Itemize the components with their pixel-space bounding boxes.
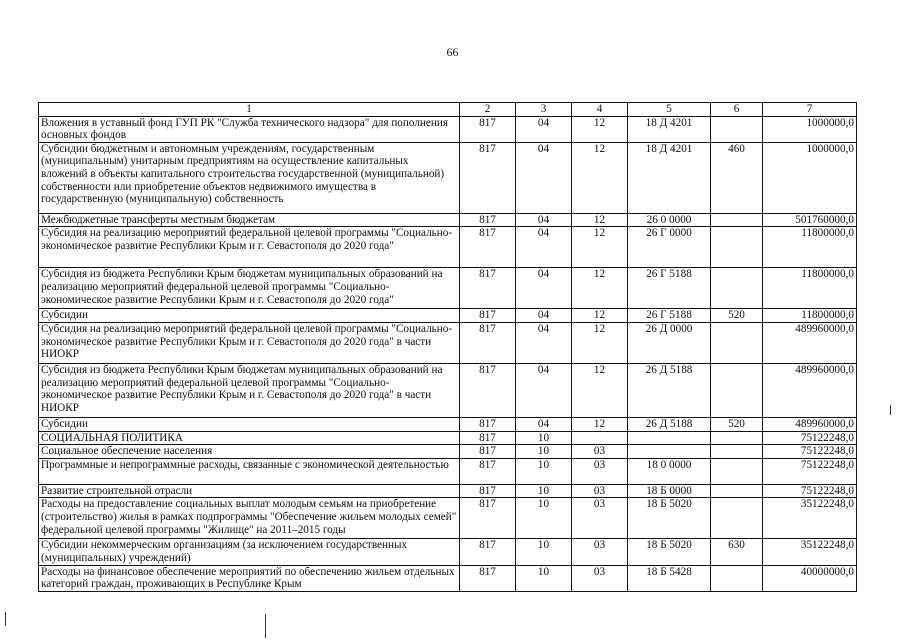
subsection-code-cell bbox=[572, 431, 628, 445]
amount-cell: 75122248,0 bbox=[763, 458, 857, 484]
amount-cell: 35122248,0 bbox=[763, 498, 857, 539]
amount-cell: 489960000,0 bbox=[763, 363, 857, 417]
target-article-cell: 26 Г 0000 bbox=[628, 227, 711, 268]
ministry-code-cell: 817 bbox=[460, 431, 516, 445]
amount-cell: 75122248,0 bbox=[763, 484, 857, 498]
section-code-cell: 04 bbox=[516, 116, 572, 142]
target-article-cell: 18 Д 4201 bbox=[628, 116, 711, 142]
target-article-cell: 18 Б 0000 bbox=[628, 484, 711, 498]
scan-mark bbox=[890, 405, 891, 415]
subsection-code-cell: 12 bbox=[572, 213, 628, 227]
section-code-cell: 04 bbox=[516, 322, 572, 363]
target-article-cell: 18 0 0000 bbox=[628, 458, 711, 484]
section-code-cell: 04 bbox=[516, 363, 572, 417]
expense-type-cell bbox=[711, 116, 763, 142]
ministry-code-cell: 817 bbox=[460, 539, 516, 565]
scan-mark bbox=[265, 614, 266, 638]
table-row bbox=[39, 565, 857, 591]
section-code-cell: 04 bbox=[516, 142, 572, 213]
amount-cell: 40000000,0 bbox=[763, 565, 857, 591]
section-code-cell: 04 bbox=[516, 268, 572, 309]
expense-type-cell bbox=[711, 322, 763, 363]
ministry-code-cell: 817 bbox=[460, 363, 516, 417]
ministry-code-cell: 817 bbox=[460, 213, 516, 227]
target-article-cell: 18 Б 5020 bbox=[628, 539, 711, 565]
section-code-cell: 10 bbox=[516, 539, 572, 565]
scan-mark bbox=[5, 612, 6, 626]
target-article-cell: 26 0 0000 bbox=[628, 213, 711, 227]
row-name-cell: Субсидии бюджетным и автономным учреждениям, государственным (муниципальным) унитарным предприятиям на осуществление капитальных вложений в объекты капитального строительства государственной (муниципальной) собственности или приобретение объектов недвижимого имущества в государственную (муниципальную) собственность bbox=[39, 142, 460, 213]
table-row bbox=[39, 142, 857, 213]
table-row bbox=[39, 322, 857, 363]
subsection-code-cell: 12 bbox=[572, 116, 628, 142]
section-code-cell: 10 bbox=[516, 458, 572, 484]
ministry-code-cell: 817 bbox=[460, 445, 516, 459]
table-row bbox=[39, 539, 857, 565]
subsection-code-cell: 12 bbox=[572, 322, 628, 363]
amount-cell: 11800000,0 bbox=[763, 227, 857, 268]
section-code-cell: 10 bbox=[516, 431, 572, 445]
section-code-cell: 10 bbox=[516, 565, 572, 591]
table-row bbox=[39, 498, 857, 539]
ministry-code-cell: 817 bbox=[460, 268, 516, 309]
budget-table bbox=[38, 102, 857, 592]
row-name-cell: Расходы на предоставление социальных выплат молодым семьям на приобретение (строительство) жилья в рамках подпрограммы "Обеспечение жильем молодых семей" федеральной целевой программы "Жилище" на 2011–2015 годы bbox=[39, 498, 460, 539]
table-row bbox=[39, 363, 857, 417]
col-header: 2 bbox=[460, 103, 516, 117]
target-article-cell bbox=[628, 431, 711, 445]
amount-cell: 489960000,0 bbox=[763, 417, 857, 431]
target-article-cell: 26 Г 5188 bbox=[628, 268, 711, 309]
subsection-code-cell: 12 bbox=[572, 363, 628, 417]
row-name-cell: Субсидии некоммерческим организациям (за исключением государственных (муниципальных) учреждений) bbox=[39, 539, 460, 565]
subsection-code-cell: 03 bbox=[572, 458, 628, 484]
ministry-code-cell: 817 bbox=[460, 322, 516, 363]
subsection-code-cell: 03 bbox=[572, 445, 628, 459]
row-name-cell: Расходы на финансовое обеспечение мероприятий по обеспечению жильем отдельных категорий граждан, проживающих в Республике Крым bbox=[39, 565, 460, 591]
expense-type-cell: 630 bbox=[711, 539, 763, 565]
expense-type-cell: 520 bbox=[711, 417, 763, 431]
col-header: 3 bbox=[516, 103, 572, 117]
target-article-cell: 26 Д 0000 bbox=[628, 322, 711, 363]
row-name-cell: Субсидии bbox=[39, 309, 460, 323]
ministry-code-cell: 817 bbox=[460, 484, 516, 498]
target-article-cell: 18 Д 4201 bbox=[628, 142, 711, 213]
section-code-cell: 04 bbox=[516, 309, 572, 323]
table-row bbox=[39, 309, 857, 323]
row-name-cell: Программные и непрограммные расходы, связанные с экономической деятельностью bbox=[39, 458, 460, 484]
section-code-cell: 04 bbox=[516, 227, 572, 268]
amount-cell: 501760000,0 bbox=[763, 213, 857, 227]
col-header: 1 bbox=[39, 103, 460, 117]
expense-type-cell bbox=[711, 431, 763, 445]
subsection-code-cell: 03 bbox=[572, 565, 628, 591]
ministry-code-cell: 817 bbox=[460, 417, 516, 431]
section-code-cell: 04 bbox=[516, 417, 572, 431]
ministry-code-cell: 817 bbox=[460, 458, 516, 484]
col-header: 6 bbox=[711, 103, 763, 117]
amount-cell: 11800000,0 bbox=[763, 268, 857, 309]
row-name-cell: Субсидии bbox=[39, 417, 460, 431]
expense-type-cell bbox=[711, 484, 763, 498]
col-header: 5 bbox=[628, 103, 711, 117]
amount-cell: 489960000,0 bbox=[763, 322, 857, 363]
expense-type-cell bbox=[711, 445, 763, 459]
target-article-cell: 26 Д 5188 bbox=[628, 417, 711, 431]
table-row bbox=[39, 417, 857, 431]
ministry-code-cell: 817 bbox=[460, 142, 516, 213]
table-row bbox=[39, 227, 857, 268]
target-article-cell bbox=[628, 445, 711, 459]
col-header: 4 bbox=[572, 103, 628, 117]
subsection-code-cell: 03 bbox=[572, 484, 628, 498]
amount-cell: 75122248,0 bbox=[763, 431, 857, 445]
target-article-cell: 18 Б 5428 bbox=[628, 565, 711, 591]
expense-type-cell bbox=[711, 213, 763, 227]
amount-cell: 75122248,0 bbox=[763, 445, 857, 459]
expense-type-cell bbox=[711, 363, 763, 417]
table-row bbox=[39, 458, 857, 484]
table-row bbox=[39, 116, 857, 142]
table-row bbox=[39, 213, 857, 227]
row-name-cell: Развитие строительной отрасли bbox=[39, 484, 460, 498]
ministry-code-cell: 817 bbox=[460, 116, 516, 142]
row-name-cell: Социальное обеспечение населения bbox=[39, 445, 460, 459]
ministry-code-cell: 817 bbox=[460, 227, 516, 268]
section-code-cell: 10 bbox=[516, 498, 572, 539]
amount-cell: 11800000,0 bbox=[763, 309, 857, 323]
table-row bbox=[39, 445, 857, 459]
row-name-cell: Субсидия на реализацию мероприятий федеральной целевой программы "Социально-экономическое развитие Республики Крым и г. Севастополя до 2020 года" в части НИОКР bbox=[39, 322, 460, 363]
expense-type-cell bbox=[711, 268, 763, 309]
row-name-cell: Вложения в уставный фонд ГУП РК "Служба технического надзора" для пополнения основных фондов bbox=[39, 116, 460, 142]
subsection-code-cell: 12 bbox=[572, 309, 628, 323]
expense-type-cell: 520 bbox=[711, 309, 763, 323]
section-code-cell: 10 bbox=[516, 484, 572, 498]
target-article-cell: 26 Д 5188 bbox=[628, 363, 711, 417]
expense-type-cell bbox=[711, 458, 763, 484]
subsection-code-cell: 12 bbox=[572, 142, 628, 213]
subsection-code-cell: 12 bbox=[572, 417, 628, 431]
header-row bbox=[39, 103, 857, 117]
section-code-cell: 04 bbox=[516, 213, 572, 227]
subsection-code-cell: 03 bbox=[572, 539, 628, 565]
table-row bbox=[39, 484, 857, 498]
page-number: 66 bbox=[446, 45, 459, 59]
table-row bbox=[39, 268, 857, 309]
row-name-cell: Межбюджетные трансферты местным бюджетам bbox=[39, 213, 460, 227]
row-name-cell: Субсидия на реализацию мероприятий федеральной целевой программы "Социально-экономическое развитие Республики Крым и г. Севастополя до 2020 года" bbox=[39, 227, 460, 268]
subsection-code-cell: 12 bbox=[572, 268, 628, 309]
target-article-cell: 26 Г 5188 bbox=[628, 309, 711, 323]
row-name-cell: Субсидия из бюджета Республики Крым бюджетам муниципальных образований на реализацию мероприятий федеральной целевой программы "Социально-экономическое развитие Республики Крым и г. Севастополя до 2020 года" bbox=[39, 268, 460, 309]
section-code-cell: 10 bbox=[516, 445, 572, 459]
target-article-cell: 18 Б 5020 bbox=[628, 498, 711, 539]
expense-type-cell: 460 bbox=[711, 142, 763, 213]
amount-cell: 35122248,0 bbox=[763, 539, 857, 565]
subsection-code-cell: 03 bbox=[572, 498, 628, 539]
expense-type-cell bbox=[711, 498, 763, 539]
table-row bbox=[39, 431, 857, 445]
ministry-code-cell: 817 bbox=[460, 498, 516, 539]
amount-cell: 1000000,0 bbox=[763, 142, 857, 213]
row-name-cell: СОЦИАЛЬНАЯ ПОЛИТИКА bbox=[39, 431, 460, 445]
row-name-cell: Субсидия из бюджета Республики Крым бюджетам муниципальных образований на реализацию мероприятий федеральной целевой программы "Социально-экономическое развитие Республики Крым и г. Севастополя до 2020 года" в части НИОКР bbox=[39, 363, 460, 417]
col-header: 7 bbox=[763, 103, 857, 117]
ministry-code-cell: 817 bbox=[460, 309, 516, 323]
amount-cell: 1000000,0 bbox=[763, 116, 857, 142]
expense-type-cell bbox=[711, 227, 763, 268]
expense-type-cell bbox=[711, 565, 763, 591]
ministry-code-cell: 817 bbox=[460, 565, 516, 591]
subsection-code-cell: 12 bbox=[572, 227, 628, 268]
